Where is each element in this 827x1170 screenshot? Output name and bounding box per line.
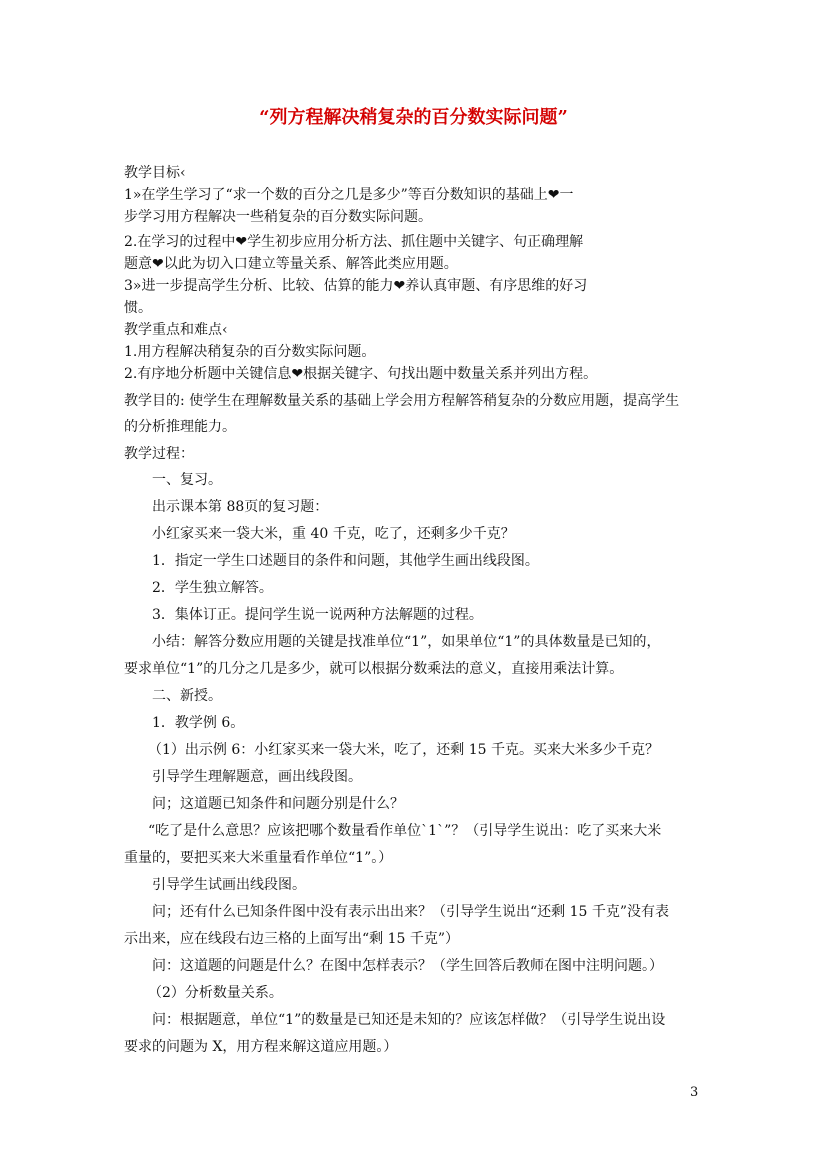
page-number: 3 <box>690 1085 699 1100</box>
text-line: 1.用方程解决稍复杂的百分数实际问题。 <box>124 344 376 360</box>
text-line: （1）出示例 6：小红家买来一袋大米，吃了，还剩 15 千克。买来大米多少千克？ <box>148 742 659 758</box>
text-line: “吃了是什么意思？应该把哪个数量看作单位`1`”？（引导学生说出：吃了买来大米 <box>148 823 662 839</box>
text-line: 要求的问题为 X，用方程来解这道应用题。） <box>124 1039 398 1055</box>
text-line: 重量的，要把买来大米重量看作单位“1”。） <box>124 850 393 866</box>
text-line: 步学习用方程解决一些稍复杂的百分数实际问题。 <box>124 209 432 225</box>
text-line: 2．学生独立解答。 <box>152 580 273 596</box>
text-line: 引导学生理解题意，画出线段图。 <box>152 769 362 785</box>
text-line: 小红家买来一袋大米，重 40 千克，吃了，还剩多少千克？ <box>152 526 515 542</box>
text-line: 的分析推理能力。 <box>124 419 236 435</box>
text-line: 问；还有什么已知条件图中没有表示出出来？（引导学生说出“还剩 15 千克”没有表 <box>152 904 670 920</box>
section-heading-key-points: 教学重点和难点‹ <box>124 322 228 338</box>
text-line: 问：这道题的问题是什么？在图中怎样表示？（学生回答后教师在图中注明问题。） <box>152 958 663 974</box>
text-line: 示出来，应在线段右边三格的上面写出“剩 15 千克”） <box>124 931 460 947</box>
text-line: 问；这道题已知条件和问题分别是什么？ <box>152 796 404 812</box>
text-line: 要求单位“1”的几分之几是多少，就可以根据分数乘法的意义，直接用乘法计算。 <box>124 661 624 677</box>
text-line: 惯。 <box>124 300 152 316</box>
text-line: 教学目的: 使学生在理解数量关系的基础上学会用方程解答稍复杂的分数应用题，提高学生 <box>124 393 680 409</box>
text-line: 1．指定一学生口述题目的条件和问题，其他学生画出线段图。 <box>152 553 539 569</box>
section-heading-process: 教学过程： <box>124 446 194 462</box>
text-line: 2.在学习的过程中❤学生初步应用分析方法、抓住题中关键字、句正确理解 <box>124 234 584 250</box>
text-line: 二、新授。 <box>152 688 222 704</box>
text-line: 3．集体订正。提问学生说一说两种方法解题的过程。 <box>152 607 483 623</box>
text-line: 出示课本第 88页的复习题： <box>152 499 329 515</box>
text-line: 小结：解答分数应用题的关键是找准单位“1”，如果单位“1”的具体数量是已知的， <box>152 634 661 650</box>
text-line: 2.有序地分析题中关键信息❤根据关键字、句找出题中数量关系并列出方程。 <box>124 366 598 382</box>
text-line: 1»在学生学习了“求一个数的百分之几是多少”等百分数知识的基础上❤一 <box>124 187 574 203</box>
text-line: 问：根据题意，单位“1”的数量是已知还是未知的？应该怎样做？（引导学生说出设 <box>152 1012 666 1028</box>
document-title: “列方程解决稍复杂的百分数实际问题” <box>259 107 568 128</box>
text-line: 1．教学例 6。 <box>152 715 245 731</box>
text-line: 题意❤以此为切入口建立等量关系、解答此类应用题。 <box>124 256 458 272</box>
text-line: 一、复习。 <box>152 472 222 488</box>
text-line: 引导学生试画出线段图。 <box>152 877 306 893</box>
section-heading-objectives: 教学目标‹ <box>124 165 186 181</box>
text-line: 3»进一步提高学生分析、比较、估算的能力❤养认真审题、有序思维的好习 <box>124 278 588 294</box>
text-line: （2）分析数量关系。 <box>148 985 283 1001</box>
